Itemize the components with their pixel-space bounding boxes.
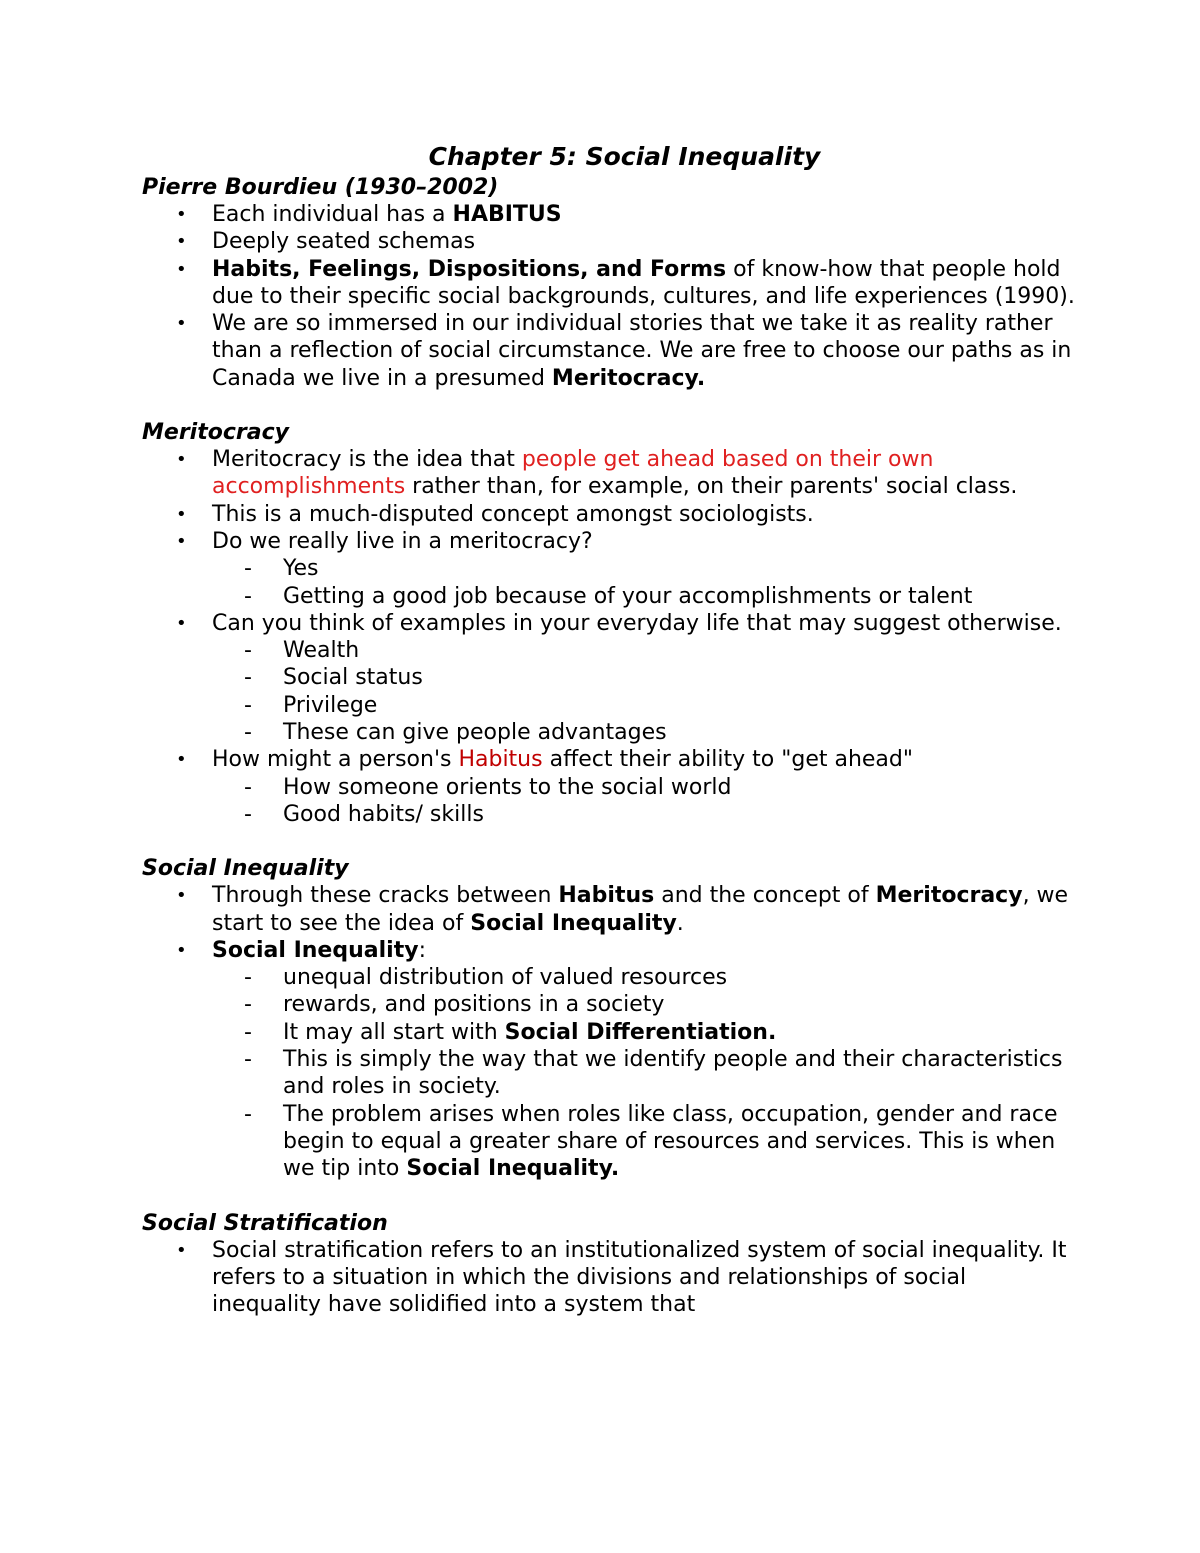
spacer — [142, 1183, 1077, 1210]
dash-icon: - — [244, 638, 252, 664]
dash-icon: - — [244, 556, 252, 582]
sub-list-item: - Privilege — [244, 692, 378, 718]
bullet-icon: • — [176, 939, 187, 961]
list-item: • How might a person's Habitus affect their ability to "get ahead" — [176, 747, 913, 773]
highlighted-text: Habitus — [458, 747, 543, 773]
section-meritocracy — [142, 419, 1077, 828]
highlighted-text: people get ahead based on their own accomplishments — [212, 447, 934, 500]
document-content — [142, 142, 1077, 1318]
list-item: • Social Inequality: — [176, 937, 426, 963]
bullet-icon: • — [176, 885, 187, 907]
sub-list-item: - These can give people advantages — [244, 720, 667, 746]
sub-list-item: - How someone orients to the social world — [244, 774, 732, 800]
bullet-icon: • — [176, 258, 187, 280]
sub-list-item: - Getting a good job because of your accomplishments or talent — [244, 583, 973, 609]
dash-icon: - — [244, 801, 252, 827]
sub-list-item: - The problem arises when roles like class, occupation, gender and race begin to equal a greater share of resources and services. This is when we tip into Social Inequality. — [244, 1101, 1058, 1182]
bullet-list — [142, 201, 1077, 392]
section-heading: Meritocracy — [142, 420, 289, 446]
dash-icon: - — [244, 692, 252, 718]
list-item: • Through these cracks between Habitus and the concept of Meritocracy, we start to see the idea of Social Inequality. — [176, 883, 1069, 936]
sub-list-item: - unequal distribution of valued resources — [244, 965, 728, 991]
sub-list-item: - It may all start with Social Differentiation. — [244, 1019, 777, 1045]
dash-icon: - — [244, 965, 252, 991]
page-title: Chapter 5: Social Inequality — [428, 142, 821, 171]
list-item: • Deeply seated schemas — [176, 229, 476, 255]
dash-icon: - — [244, 665, 252, 691]
spacer — [142, 828, 1077, 855]
list-item: • This is a much-disputed concept amongst sociologists. — [176, 501, 814, 527]
section-heading: Pierre Bourdieu (1930–2002) — [142, 175, 499, 200]
bullet-icon: • — [176, 1239, 187, 1261]
spacer — [142, 392, 1077, 419]
bullet-icon: • — [176, 530, 187, 552]
dash-icon: - — [244, 992, 252, 1018]
list-item: • We are so immersed in our individual stories that we take it as reality rather than a reflection of social circumstance. We are free to choose our paths as in Canada we live in a presumed Meritocracy. — [176, 311, 1072, 391]
bullet-icon: • — [176, 313, 187, 335]
section-pierre-bourdieu — [142, 174, 1077, 392]
bullet-icon: • — [176, 449, 187, 471]
list-item: • Can you think of examples in your everyday life that may suggest otherwise. — [176, 610, 1062, 636]
dash-icon: - — [244, 1047, 252, 1073]
bullet-icon: • — [176, 612, 187, 634]
sub-list-item: - Social status — [244, 665, 423, 691]
sub-list-item: - This is simply the way that we identify people and their characteristics and roles in society. — [244, 1047, 1063, 1100]
sub-list-item: - Wealth — [244, 638, 360, 664]
dash-icon: - — [244, 1019, 252, 1045]
list-item: • Do we really live in a meritocracy? — [176, 528, 593, 554]
dash-icon: - — [244, 1101, 252, 1127]
section-heading: Social Inequality — [142, 856, 349, 882]
sub-list-item: - Good habits/ skills — [244, 801, 484, 827]
dash-icon: - — [244, 583, 252, 609]
sub-list-item: - rewards, and positions in a society — [244, 992, 665, 1018]
dash-icon: - — [244, 774, 252, 800]
list-item: • Social stratification refers to an institutionalized system of social inequality. It refers to a situation in which the divisions and relationships of social inequality have solidified into a system that — [176, 1237, 1067, 1318]
bullet-list — [142, 1237, 1077, 1319]
list-item: • Meritocracy is the idea that people get ahead based on their own accomplishments rather than, for example, on their parents' social class. — [176, 447, 1018, 500]
section-heading: Social Stratification — [142, 1210, 388, 1236]
bullet-icon: • — [176, 231, 187, 253]
bullet-list — [142, 446, 1077, 828]
sub-list-item: - Yes — [244, 556, 319, 582]
bullet-list — [142, 882, 1077, 1182]
section-social-inequality — [142, 855, 1077, 1182]
bullet-icon: • — [176, 749, 187, 771]
bullet-icon: • — [176, 204, 187, 225]
bullet-icon: • — [176, 503, 187, 525]
dash-icon: - — [244, 720, 252, 746]
section-social-stratification — [142, 1210, 1077, 1319]
list-item: • Habits, Feelings, Dispositions, and Forms of know-how that people hold due to their specific social backgrounds, cultures, and life experiences (1990). — [176, 256, 1075, 309]
list-item: • Each individual has a HABITUS — [176, 202, 562, 227]
